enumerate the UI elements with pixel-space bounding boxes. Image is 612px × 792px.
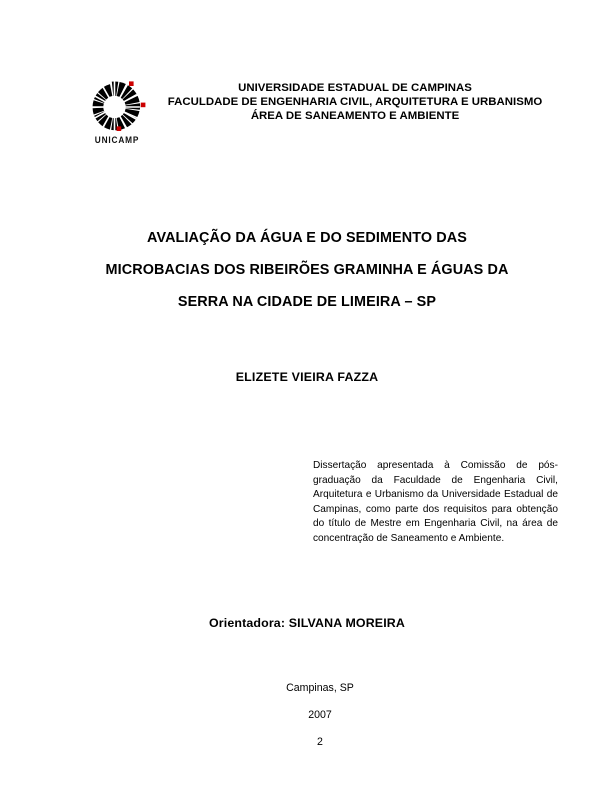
page-header <box>0 78 612 158</box>
institution-line-faculty: FACULDADE DE ENGENHARIA CIVIL, ARQUITETURA E URBANISMO <box>167 96 543 109</box>
footer-year: 2007 <box>308 709 332 721</box>
institution-line-area: ÁREA DE SANEAMENTO E AMBIENTE <box>250 110 460 123</box>
unicamp-wordmark: UNICAMP <box>94 135 140 145</box>
advisor-line: Orientadora: SILVANA MOREIRA <box>208 616 406 630</box>
unicamp-logo-icon <box>85 80 147 134</box>
page-number: 2 <box>317 736 323 748</box>
institution-line-university: UNIVERSIDADE ESTADUAL DE CAMPINAS <box>238 82 472 94</box>
thesis-title-line-3: SERRA NA CIDADE DE LIMEIRA – SP <box>177 294 437 310</box>
author-name: ELIZETE VIEIRA FAZZA <box>235 370 379 384</box>
dissertation-note: Dissertação apresentada à Comissão de pós-graduação da Faculdade de Engenharia Civil, Arquitetura e Urbanismo da Universidade Estadual de Campinas, como parte dos requisitos para obtenção do título de Mestre em Engenharia Civil, na área de concentração de Saneamento e Ambiente. <box>313 460 558 544</box>
unicamp-logo <box>82 80 152 156</box>
thesis-title-line-1: AVALIAÇÃO DA ÁGUA E DO SEDIMENTO DAS <box>147 230 467 246</box>
thesis-title <box>56 222 558 318</box>
institution-heading <box>158 81 552 124</box>
thesis-title-line-2: MICROBACIAS DOS RIBEIRÕES GRAMINHA E ÁGUAS DA <box>105 262 509 278</box>
footer-city: Campinas, SP <box>286 682 354 694</box>
